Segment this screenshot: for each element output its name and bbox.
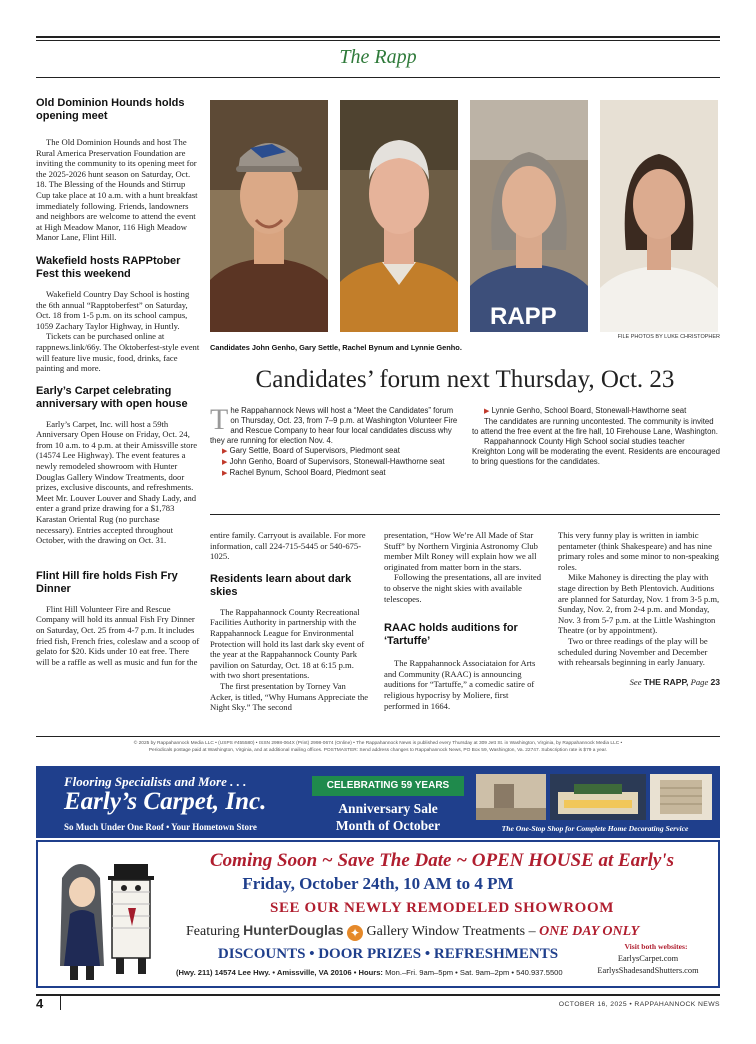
story-body — [36, 419, 200, 546]
ad-photo-store — [550, 774, 646, 820]
story-paragraph: Two or three readings of the play will be scheduled during November and December with rehearsals beginning in early January. — [558, 635, 708, 668]
website-link[interactable]: EarlysCarpet.com — [617, 954, 679, 963]
story-body — [210, 607, 370, 713]
ad-featuring-line: Featuring HunterDouglas ✦ Gallery Window Treatments – ONE DAY ONLY — [186, 922, 640, 940]
page-number: 4 — [36, 996, 44, 1011]
story-paragraph: Following the presentations, all are invited to observe the night skies with available telescopes. — [384, 572, 542, 604]
story-headline: Wakefield hosts RAPPtober Fest this weekend — [36, 254, 181, 280]
website-link[interactable]: EarlysShadesandShutters.com — [597, 966, 699, 975]
story-paragraph: The Old Dominion Hounds and host The Rural America Preservation Foundation are inviting the community to its opening meet for the 2025-2026 hunt season on Saturday, Oct. 18. The Blessing of the Hounds and Stirrup Cup take place at 10 a.m. with a hunt breakfast immediately following. Friends, landowners and neighbors are welcome to attend the event at High Meadow Manor, 116 High Meadow Manor Lane, Flint Hill. — [36, 137, 198, 243]
col4 — [558, 530, 720, 687]
ad-websites — [578, 953, 718, 977]
forum-headline: Candidates’ forum next Thursday, Oct. 23 — [255, 366, 675, 393]
photo-rachel-bynum — [470, 100, 588, 332]
col2 — [210, 530, 370, 713]
story-paragraph: Wakefield Country Day School is hosting the 6th annual “Rapptoberfest” on Saturday, Oct. 18 from 1-5 p.m. on its school campus, 1059 Zachary Taylor Highway, in Huntly. — [36, 288, 190, 331]
photo-john-genho — [210, 100, 328, 332]
section-rule — [36, 77, 720, 78]
candidate-item: ▶ Lynnie Genho, School Board, Stonewall-Hawthorne seat — [484, 406, 687, 415]
story-paragraph: The Rappahannock County Recreational Facilities Authority in partnership with the Rappahannock League for Environmental Protection will hold its last dark sky event of the year at the Rappahannock County Park pavilion on Saturday, Oct. 18 at 6:15 p.m. with two short presentations. — [210, 606, 365, 681]
story-headline: Flint Hill fire holds Fish Fry Dinner — [36, 569, 178, 595]
story-body — [384, 658, 544, 711]
story-paragraph: The first presentation by Torney Van Acker, is titled, “Why Humans Appreciate the Night Sky.” The second — [210, 680, 369, 713]
ad-badge: CELEBRATING 59 YEARS — [312, 776, 464, 796]
candidate-item: ▶ John Genho, Board of Supervisors, Stonewall-Hawthorne seat — [222, 457, 445, 466]
story-headline: Residents learn about dark skies — [210, 572, 352, 598]
candidate-item: ▶ Gary Settle, Board of Supervisors, Piedmont seat — [222, 446, 400, 455]
ad-perks: DISCOUNTS • DOOR PRIZES • REFRESHMENTS — [217, 946, 559, 962]
forum-lead: he Rappahannock News will host a “Meet the Candidates” forum on Thursday, Oct. 23, from 7–9 p.m. at Washington Volunteer Fire and Rescue Company to hear four local candidates discuss why they are running for election Nov. 4. — [210, 406, 458, 445]
mascots-illustration — [52, 848, 172, 984]
left-column — [36, 97, 200, 667]
ad-address: (Hwy. 211) 14574 Lee Hwy. • Amissville, VA 20106 • Hours: Mon.–Fri. 9am–5pm • Sat. 9am–2pm • 540.937.5500 — [176, 968, 563, 977]
earlys-carpet-banner-ad[interactable] — [36, 766, 720, 838]
hunter-douglas-icon: ✦ — [347, 925, 363, 941]
col3 — [384, 530, 544, 711]
ad-date: Friday, October 24th, 10 AM to 4 PM — [242, 874, 514, 893]
publisher-note: © 2025 by Rappahannock Media LLC • (USPS #455580) • ISSN 2998-064X (Print) 2998-0674 (Online) • The Rappahannock News is published every Thursday at 309 Jett St. in Washington, Virginia, by Rappahannock Media LLC • Periodicals postage paid at Washington, Virginia, and at additional mailing offices. POSTMASTER: Send address changes to Rappahannock News, PO Box 59, Washington, Va. 22747. Subscription rate is $79 a year. — [133, 741, 623, 753]
continued-text: This very funny play is written in iambic pentameter (think Shakespeare) and has nine primary roles and some minor to non-speaking roles. — [558, 530, 719, 572]
footer-rule — [36, 994, 720, 996]
dateline: OCTOBER 16, 2025 • RAPPAHANNOCK NEWS — [558, 1001, 720, 1008]
photo-credit: FILE PHOTOS BY LUKE CHRISTOPHER — [617, 334, 720, 340]
forum-col-right — [472, 406, 720, 467]
ad-photo-window — [650, 774, 712, 820]
continued-text: entire family. Carryout is available. For more information, call 224-715-5445 or 540-675-1025. — [210, 530, 366, 562]
ad-shop-line: The One-Stop Shop for Complete Home Decorating Service — [501, 824, 689, 833]
story-headline: Old Dominion Hounds holds opening meet — [36, 97, 185, 122]
forum-rule — [210, 514, 720, 515]
story-body — [36, 604, 200, 668]
story-headline: RAAC holds auditions for ‘Tartuffe’ — [384, 622, 518, 648]
ad-photo-interior — [476, 774, 546, 820]
photo-lynnie-genho — [600, 100, 718, 332]
drop-cap: T — [210, 403, 229, 436]
top-rule-thin — [36, 40, 720, 41]
story-headline: Early’s Carpet celebrating anniversary with open house — [36, 384, 188, 410]
continued-text: presentation, “How We’re All Made of Star Stuff” by Northern Virginia Astronomy Club member Milt Roney will explain how we all originated from matter born in the stars. — [384, 530, 538, 572]
ad-sale: Anniversary Sale Month of October — [335, 801, 441, 833]
hunter-douglas-logo: HunterDouglas — [243, 922, 344, 938]
forum-paragraph: The candidates are running uncontested. The community is invited to attend the free event at the fire hall, 10 Firehouse Lane, Washington. — [472, 417, 718, 436]
story-paragraph: Early’s Carpet, Inc. will host a 59th Anniversary Open House on Friday, Oct. 24, from 10 a.m. to 4 p.m. at their Amissville store (14574 Lee Highway). The event features a newly remodeled showroom with Hunter Douglas Gallery Window Treatments, door prizes, exclusive discounts, and refreshments. Meet Mr. Louver Louver and Shady Lady, and enter a grand prize drawing for a $1,783 Karastan Oriental Rug (no purchase necessary). Entries accepted throughout October, with the drawing on Oct. 31. — [36, 418, 198, 546]
open-house-ad[interactable] — [36, 840, 720, 988]
forum-col-left — [210, 403, 460, 479]
story-body — [36, 289, 200, 374]
footer-divider — [60, 996, 61, 1010]
jump-line[interactable]: See THE RAPP, Page 23 — [629, 676, 720, 687]
candidate-item: ▶ Rachel Bynum, School Board, Piedmont seat — [222, 468, 386, 477]
section-title: The Rapp — [339, 46, 417, 68]
ad-visit: Visit both websites: — [624, 942, 688, 951]
shirt-text: RAPP — [490, 303, 557, 330]
story-paragraph: Tickets can be purchased online at rappnews.link/66y. The Oktoberfest-style event will feature live music, food, drinks, face painting and more. — [36, 331, 200, 374]
photo-gary-settle — [340, 100, 458, 332]
ad-slogan: So Much Under One Roof • Your Hometown Store — [64, 822, 257, 832]
ad-coming-soon: Coming Soon ~ Save The Date ~ OPEN HOUSE at Early's — [210, 850, 674, 871]
ad-company: Early’s Carpet, Inc. — [64, 788, 267, 815]
forum-paragraph: Rappahannock County High School social studies teacher Kreighton Long will be moderating the event. Residents are encouraged to bring questions for the candidates. — [472, 437, 720, 466]
story-body — [36, 137, 200, 243]
story-paragraph: The Rappahannock Associataion for Arts and Community (RAAC) is announcing auditions for “Tartuffe,” a comedic satire of religious hypocrisy by Moliere, first performed in 1664. — [384, 658, 536, 711]
ad-showroom: SEE OUR NEWLY REMODELED SHOWROOM — [270, 900, 614, 916]
fine-print-rule — [36, 736, 720, 737]
story-paragraph: Flint Hill Volunteer Fire and Rescue Company will hold its annual Fish Fry Dinner on Saturday, Oct. 25 from 4-7 p.m. It includes fried fish, French fries, coleslaw and a scoop of gelato for $20. Kids under 10 eat free. There will be a raffle as well as music and fun for the — [36, 603, 200, 667]
top-rule — [36, 36, 720, 38]
story-paragraph: Mike Mahoney is directing the play with stage direction by Beth Plentovich. Auditions are planned for Saturday, Nov. 1 from 3-5 p.m, Sunday, Nov. 2, from 2-4 p.m. and Monday, Nov. 3 from 5-7 p.m. at the Little Washington Theatre (or by appointment). — [558, 572, 720, 636]
ad-tagline: Flooring Specialists and More . . . — [64, 774, 247, 789]
photo-caption: Candidates John Genho, Gary Settle, Rachel Bynum and Lynnie Genho. — [210, 343, 462, 352]
